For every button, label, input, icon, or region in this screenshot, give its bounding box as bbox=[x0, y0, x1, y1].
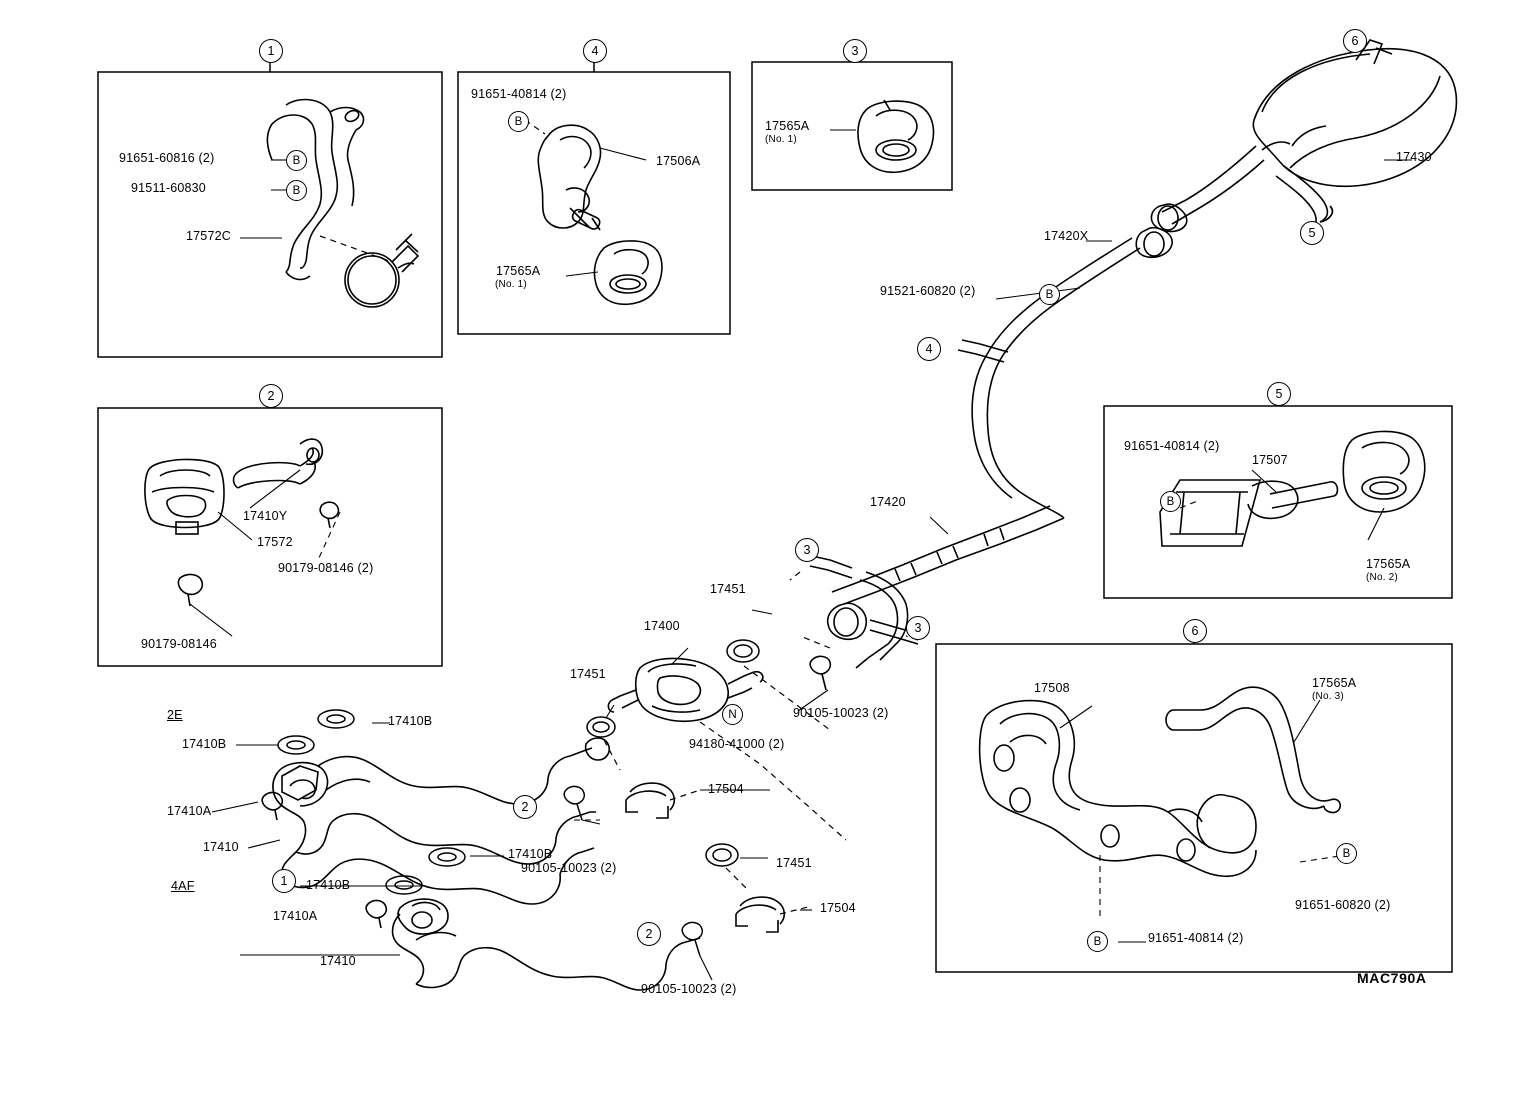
label-17572: 17572 bbox=[257, 535, 293, 549]
callout-3-pipe-a: 3 bbox=[795, 538, 819, 562]
label-17410a-2: 17410A bbox=[273, 909, 318, 923]
label-17410b-4: 17410B bbox=[306, 878, 351, 892]
label-17565a-p6: 17565A bbox=[1312, 676, 1357, 690]
callout-5: 5 bbox=[1267, 382, 1291, 406]
label-17572c: 17572C bbox=[186, 229, 231, 243]
callout-2-pipe-b: 2 bbox=[637, 922, 661, 946]
callout-3: 3 bbox=[843, 39, 867, 63]
label-17420: 17420 bbox=[870, 495, 906, 509]
label-17504-b: 17504 bbox=[820, 901, 856, 915]
callout-6: 6 bbox=[1183, 619, 1207, 643]
label-91651-60820: 91651-60820 (2) bbox=[1295, 898, 1391, 912]
label-17410b-3: 17410B bbox=[508, 847, 553, 861]
label-17565a-p4-sub: (No. 1) bbox=[495, 279, 527, 290]
callout-3-pipe-b: 3 bbox=[906, 616, 930, 640]
label-17565a-p4: 17565A bbox=[496, 264, 541, 278]
label-17508: 17508 bbox=[1034, 681, 1070, 695]
panel-4-box bbox=[458, 72, 730, 334]
sheet-code: MAC790A bbox=[1357, 970, 1427, 986]
engine-code-2e: 2E bbox=[167, 708, 183, 722]
label-91651-40814-p4: 91651-40814 (2) bbox=[471, 87, 567, 101]
b-mark-panel1-a: B bbox=[286, 150, 307, 171]
label-17565a-p5-sub: (No. 2) bbox=[1366, 572, 1398, 583]
label-91521-60820: 91521-60820 (2) bbox=[880, 284, 976, 298]
label-17565a-p3-sub: (No. 1) bbox=[765, 134, 797, 145]
label-17410-1: 17410 bbox=[203, 840, 239, 854]
label-17507: 17507 bbox=[1252, 453, 1288, 467]
callout-1-pipe: 1 bbox=[272, 869, 296, 893]
label-17451-c: 17451 bbox=[776, 856, 812, 870]
label-17410-2: 17410 bbox=[320, 954, 356, 968]
label-17430: 17430 bbox=[1396, 150, 1432, 164]
b-mark-panel5: B bbox=[1160, 491, 1181, 512]
b-mark-panel6-b: B bbox=[1336, 843, 1357, 864]
b-mark-91521: B bbox=[1039, 284, 1060, 305]
callout-6-top: 6 bbox=[1343, 29, 1367, 53]
label-17410a-1: 17410A bbox=[167, 804, 212, 818]
label-90105-10023-a: 90105-10023 (2) bbox=[793, 706, 889, 720]
callout-2: 2 bbox=[259, 384, 283, 408]
label-17506a: 17506A bbox=[656, 154, 701, 168]
callout-1: 1 bbox=[259, 39, 283, 63]
panel-1-box bbox=[98, 72, 442, 357]
label-90105-10023-c: 90105-10023 (2) bbox=[641, 982, 737, 996]
engine-code-4af: 4AF bbox=[171, 879, 195, 893]
label-17565a-p3: 17565A bbox=[765, 119, 810, 133]
b-mark-panel4: B bbox=[508, 111, 529, 132]
label-17565a-p6-sub: (No. 3) bbox=[1312, 691, 1344, 702]
n-mark-94180: N bbox=[722, 704, 743, 725]
label-90179-08146: 90179-08146 bbox=[141, 637, 217, 651]
callout-2-pipe-a: 2 bbox=[513, 795, 537, 819]
b-mark-panel1-b: B bbox=[286, 180, 307, 201]
label-17410y: 17410Y bbox=[243, 509, 288, 523]
label-91511-60830: 91511-60830 bbox=[131, 181, 206, 195]
callout-5-pipe: 5 bbox=[1300, 221, 1324, 245]
label-17504-a: 17504 bbox=[708, 782, 744, 796]
label-17410b-1: 17410B bbox=[388, 714, 433, 728]
label-17451-b: 17451 bbox=[570, 667, 606, 681]
label-91651-40814-p5: 91651-40814 (2) bbox=[1124, 439, 1220, 453]
label-94180-41000: 94180-41000 (2) bbox=[689, 737, 785, 751]
label-17451-a: 17451 bbox=[710, 582, 746, 596]
label-91651-40814-p6: 91651-40814 (2) bbox=[1148, 931, 1244, 945]
callout-4-pipe: 4 bbox=[917, 337, 941, 361]
label-17400: 17400 bbox=[644, 619, 680, 633]
label-91651-60816: 91651-60816 (2) bbox=[119, 151, 215, 165]
label-90105-10023-b: 90105-10023 (2) bbox=[521, 861, 617, 875]
label-90179-08146-2: 90179-08146 (2) bbox=[278, 561, 374, 575]
label-17410b-2: 17410B bbox=[182, 737, 227, 751]
label-17565a-p5: 17565A bbox=[1366, 557, 1411, 571]
callout-4: 4 bbox=[583, 39, 607, 63]
label-17420x: 17420X bbox=[1044, 229, 1089, 243]
b-mark-panel6-a: B bbox=[1087, 931, 1108, 952]
